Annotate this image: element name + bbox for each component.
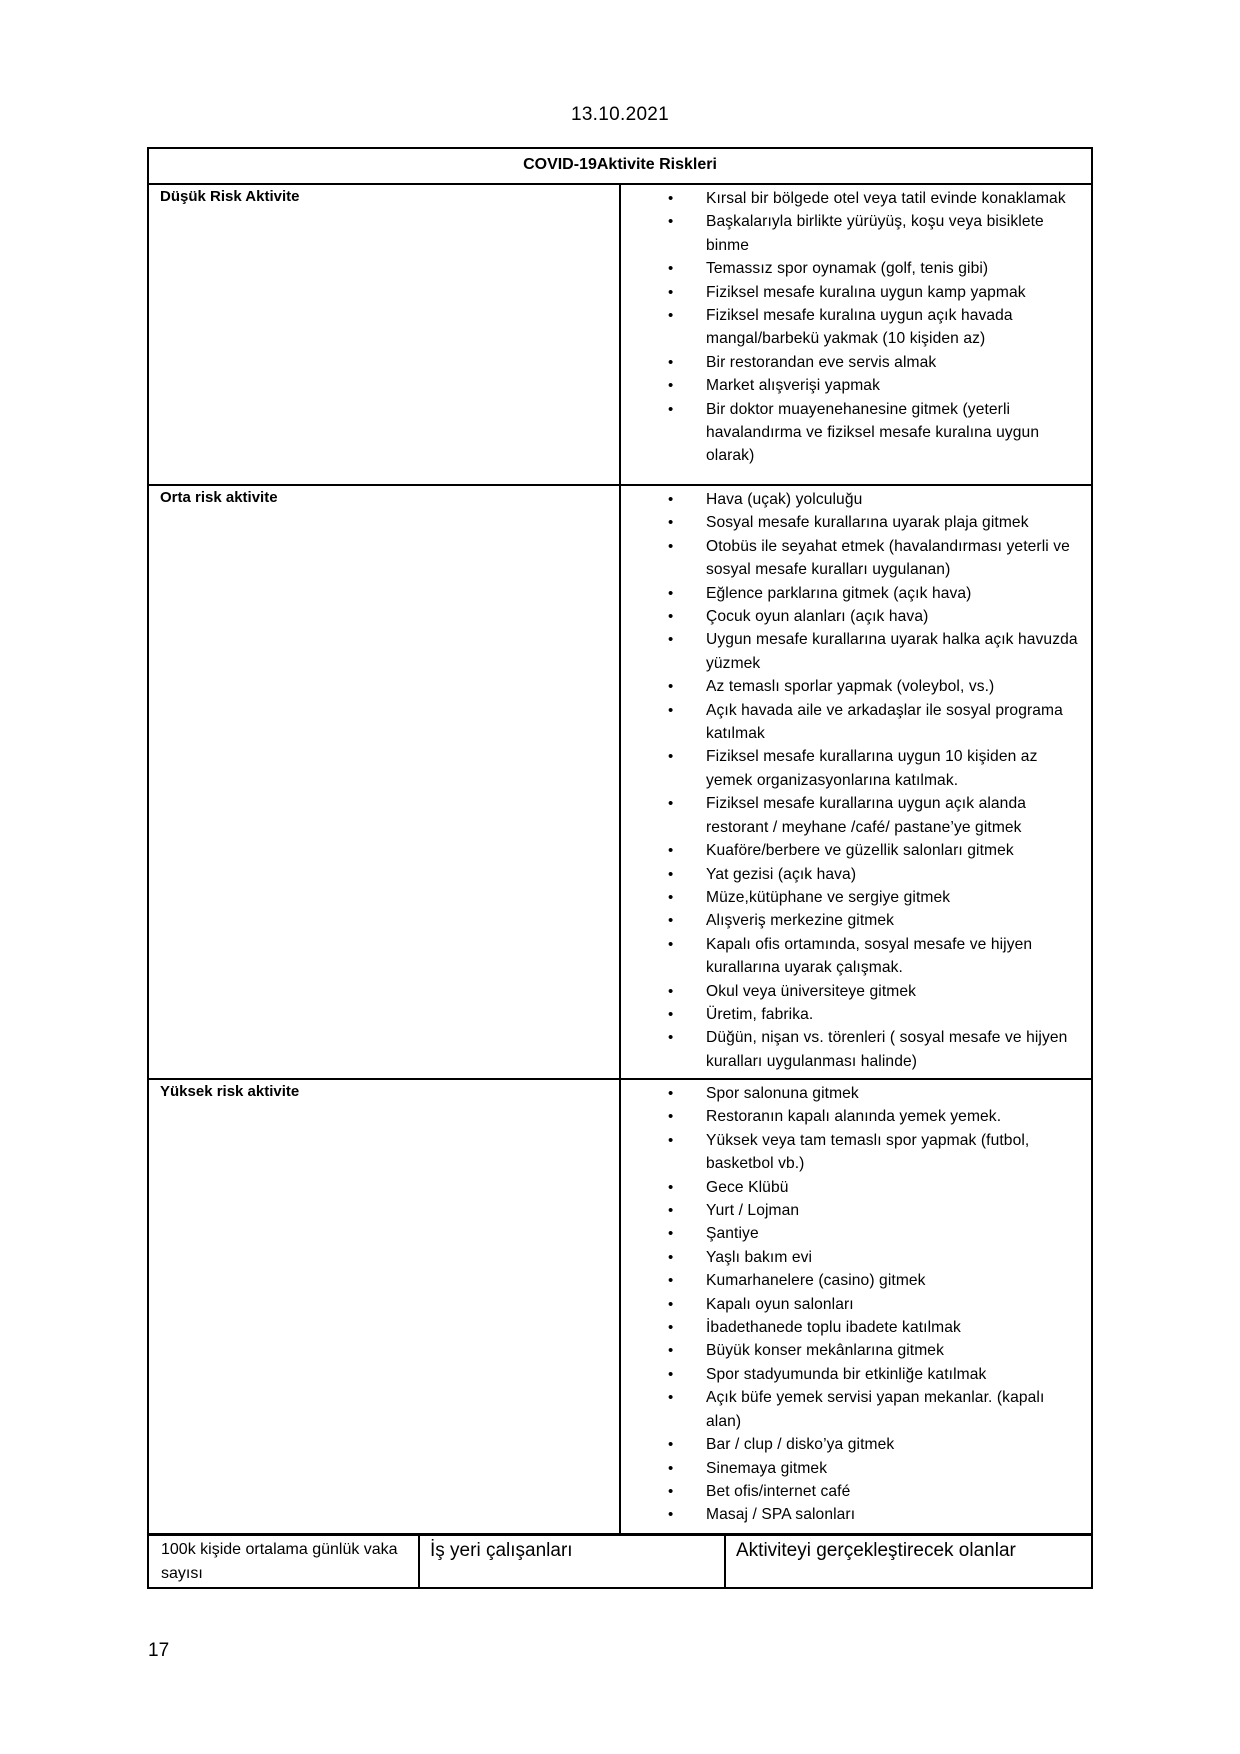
bullet-icon: • (668, 795, 674, 813)
activity-text: Büyük konser mekânlarına gitmek (706, 1342, 944, 1360)
activity-text: Okul veya üniversiteye gitmek (706, 982, 917, 1000)
activity-list-item (621, 909, 1083, 932)
activity-text: Açık havada aile ve arkadaşlar ile sosyal programa katılmak (706, 701, 1063, 743)
risk-row-low (148, 184, 1092, 485)
bottom-info-table (147, 1533, 1093, 1589)
risk-activity-cell (620, 485, 1092, 1079)
bullet-icon: • (668, 842, 674, 860)
bullet-icon: • (668, 1389, 674, 1407)
activity-list-item (621, 398, 1083, 468)
activity-text: Kapalı ofis ortamında, sosyal mesafe ve hijyen kurallarına uyarak çalışmak. (706, 935, 1033, 977)
activity-text: Açık büfe yemek servisi yapan mekanlar. (kapalı alan) (706, 1389, 1045, 1430)
activity-list-item (621, 1480, 1083, 1503)
activity-list-item (621, 1339, 1083, 1362)
activity-text: Şantiye (706, 1225, 759, 1243)
bullet-icon: • (668, 400, 674, 418)
table-title: COVID-19Aktivite Riskleri (148, 148, 1092, 184)
activity-list-item (621, 933, 1083, 980)
activity-list-item (621, 257, 1083, 280)
activity-text: Yüksek veya tam temaslı spor yapmak (futbol, basketbol vb.) (706, 1131, 1030, 1173)
activity-text: Az temaslı sporlar yapmak (voleybol, vs.) (706, 678, 995, 696)
bullet-icon: • (668, 888, 674, 906)
activity-text: Sosyal mesafe kurallarına uyarak plaja gitmek (706, 514, 1029, 532)
activity-list-item (621, 605, 1083, 628)
bullet-icon: • (668, 865, 674, 883)
activity-list-item (621, 1222, 1083, 1245)
activity-text: Restoranın kapalı alanında yemek yemek. (706, 1108, 1002, 1126)
table-title-row (148, 148, 1092, 184)
bullet-icon: • (668, 353, 674, 371)
activity-text: Sinemaya gitmek (706, 1459, 828, 1477)
activity-text: Yurt / Lojman (706, 1202, 800, 1220)
activity-list-item (621, 304, 1083, 351)
bullet-icon: • (668, 701, 674, 719)
bullet-icon: • (668, 307, 674, 325)
activity-list-item (621, 1457, 1083, 1480)
activity-list-item (621, 1003, 1083, 1026)
bullet-icon: • (668, 1342, 674, 1360)
bullet-icon: • (668, 982, 674, 1000)
activity-text: Bar / clup / disko’ya gitmek (706, 1436, 895, 1454)
bullet-icon: • (668, 1365, 674, 1383)
bullet-icon: • (668, 1482, 674, 1500)
bullet-icon: • (668, 537, 674, 555)
activity-text: Eğlence parklarına gitmek (açık hava) (706, 584, 972, 602)
bullet-icon: • (668, 1108, 674, 1126)
activity-list-item (621, 675, 1083, 698)
activity-list-item (621, 1176, 1083, 1199)
activity-list-item (621, 1199, 1083, 1222)
activity-text: Başkalarıyla birlikte yürüyüş, koşu veya bisiklete binme (706, 213, 1044, 254)
activity-list-item (621, 1105, 1083, 1128)
risk-category-label: Orta risk aktivite (148, 485, 620, 1079)
activity-list-item (621, 792, 1083, 839)
activity-text: Spor salonuna gitmek (706, 1085, 859, 1102)
bullet-icon: • (668, 1225, 674, 1243)
activity-text: Alışveriş merkezine gitmek (706, 912, 895, 930)
activity-text: Fiziksel mesafe kurallarına uygun 10 kişiden az yemek organizasyonlarına katılmak. (706, 748, 1038, 789)
activity-text: Temassız spor oynamak (golf, tenis gibi) (706, 260, 989, 278)
activity-performers-label: Aktiviteyi gerçekleştirecek olanlar (725, 1534, 1092, 1588)
activity-list-item (621, 1316, 1083, 1339)
activity-list-item (621, 745, 1083, 792)
bullet-icon: • (668, 748, 674, 766)
activity-list-item (621, 886, 1083, 909)
activity-list-item (621, 1503, 1083, 1526)
activity-text: Kapalı oyun salonları (706, 1295, 854, 1313)
bullet-icon: • (668, 1178, 674, 1196)
activity-list-item (621, 628, 1083, 675)
activity-list-item (621, 210, 1083, 257)
activity-list-item (621, 351, 1083, 374)
activity-list (621, 187, 1083, 468)
bullet-icon: • (668, 491, 674, 508)
activity-list-item (621, 1433, 1083, 1456)
activity-text: Yat gezisi (açık hava) (706, 865, 857, 883)
activity-text: İbadethanede toplu ibadete katılmak (706, 1319, 961, 1337)
bullet-icon: • (668, 1319, 674, 1337)
bullet-icon: • (668, 1248, 674, 1266)
daily-case-count-label: 100k kişide ortalama günlük vaka sayısı (148, 1534, 419, 1588)
bullet-icon: • (668, 190, 674, 207)
activity-text: Düğün, nişan vs. törenleri ( sosyal mesafe ve hijyen kuralları uygulanması halinde) (706, 1029, 1068, 1070)
activity-list-item (621, 1293, 1083, 1316)
activity-risk-table (147, 147, 1093, 1536)
activity-text: Spor stadyumunda bir etkinliğe katılmak (706, 1365, 987, 1383)
bullet-icon: • (668, 1295, 674, 1313)
bullet-icon: • (668, 283, 674, 301)
activity-list-item (621, 863, 1083, 886)
activity-text: Üretim, fabrika. (706, 1005, 814, 1023)
activity-text: Kumarhanelere (casino) gitmek (706, 1272, 926, 1290)
bullet-icon: • (668, 1436, 674, 1454)
activity-text: Yaşlı bakım evi (706, 1248, 813, 1266)
activity-text: Fiziksel mesafe kuralına uygun açık havada mangal/barbekü yakmak (10 kişiden az) (706, 307, 1013, 348)
activity-text: Hava (uçak) yolculuğu (706, 491, 863, 508)
bullet-icon: • (668, 377, 674, 395)
activity-text: Kuaföre/berbere ve güzellik salonları gitmek (706, 842, 1014, 860)
workplace-employees-label: İş yeri çalışanları (419, 1534, 725, 1588)
page-number: 17 (148, 1640, 170, 1661)
activity-list (621, 488, 1083, 1073)
bullet-icon: • (668, 1459, 674, 1477)
risk-activity-cell (620, 1079, 1092, 1535)
activity-list-item (621, 839, 1083, 862)
bullet-icon: • (668, 584, 674, 602)
activity-list (621, 1082, 1083, 1527)
activity-list-item (621, 187, 1083, 210)
bullet-icon: • (668, 912, 674, 930)
bullet-icon: • (668, 1005, 674, 1023)
activity-list-item (621, 535, 1083, 582)
risk-category-label: Yüksek risk aktivite (148, 1079, 620, 1535)
activity-text: Gece Klübü (706, 1178, 789, 1196)
activity-text: Bir restorandan eve servis almak (706, 353, 937, 371)
activity-list-item (621, 511, 1083, 534)
activity-list-item (621, 980, 1083, 1003)
bullet-icon: • (668, 678, 674, 696)
activity-text: Market alışverişi yapmak (706, 377, 880, 395)
risk-activity-cell (620, 184, 1092, 485)
activity-text: Fiziksel mesafe kurallarına uygun açık alanda restorant / meyhane /café/ pastane’ye gitmek (706, 795, 1026, 836)
activity-list-item (621, 1269, 1083, 1292)
activity-list-item (621, 582, 1083, 605)
activity-list-item (621, 1026, 1083, 1073)
bullet-icon: • (668, 631, 674, 649)
bullet-icon: • (668, 1506, 674, 1524)
bullet-icon: • (668, 1029, 674, 1047)
bullet-icon: • (668, 1131, 674, 1149)
activity-list-item (621, 1246, 1083, 1269)
activity-list-item (621, 488, 1083, 511)
activity-list-item (621, 374, 1083, 397)
bullet-icon: • (668, 1202, 674, 1220)
bullet-icon: • (668, 514, 674, 532)
activity-list-item (621, 1082, 1083, 1105)
document-date: 13.10.2021 (570, 104, 670, 125)
bullet-icon: • (668, 1272, 674, 1290)
activity-list-item (621, 1363, 1083, 1386)
risk-row-high (148, 1079, 1092, 1535)
activity-text: Fiziksel mesafe kuralına uygun kamp yapmak (706, 283, 1026, 301)
activity-list-item (621, 1386, 1083, 1433)
bottom-row (148, 1534, 1092, 1588)
bullet-icon: • (668, 1085, 674, 1102)
bullet-icon: • (668, 935, 674, 953)
activity-text: Bet ofis/internet café (706, 1482, 851, 1500)
activity-list-item (621, 699, 1083, 746)
activity-text: Müze,kütüphane ve sergiye gitmek (706, 888, 951, 906)
activity-text: Masaj / SPA salonları (706, 1506, 856, 1524)
activity-text: Bir doktor muayenehanesine gitmek (yeterli havalandırma ve fiziksel mesafe kuralına uygun olarak) (706, 400, 1040, 465)
activity-text: Çocuk oyun alanları (açık hava) (706, 608, 929, 626)
bullet-icon: • (668, 260, 674, 278)
bullet-icon: • (668, 608, 674, 626)
risk-row-medium (148, 485, 1092, 1079)
activity-text: Uygun mesafe kurallarına uyarak halka açık havuzda yüzmek (706, 631, 1078, 672)
activity-list-item (621, 1129, 1083, 1176)
activity-text: Otobüs ile seyahat etmek (havalandırması yeterli ve sosyal mesafe kuralları uygulanan) (706, 537, 1070, 579)
activity-list-item (621, 281, 1083, 304)
bullet-icon: • (668, 213, 674, 231)
risk-category-label: Düşük Risk Aktivite (148, 184, 620, 485)
activity-text: Kırsal bir bölgede otel veya tatil evinde konaklamak (706, 190, 1066, 207)
